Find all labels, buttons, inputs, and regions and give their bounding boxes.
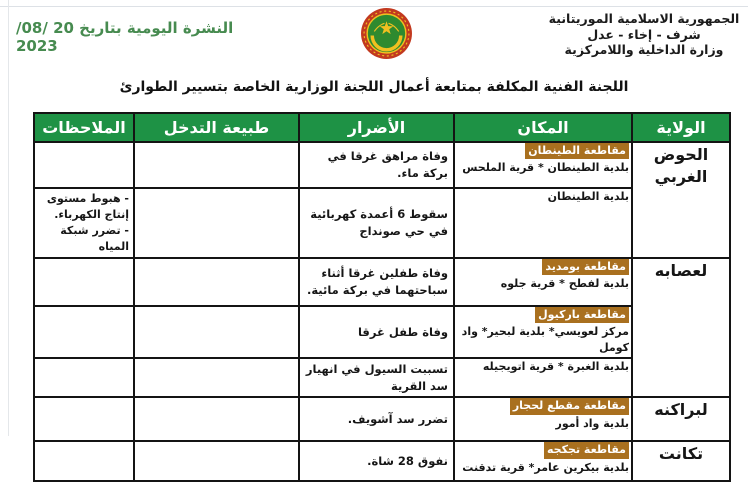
district-highlight: مقاطعة بومديد — [542, 259, 629, 275]
table-row — [34, 188, 730, 258]
republic-motto: شرف - إخاء - عدل — [587, 26, 701, 42]
damage-cell: سقوط 6 أعمدة كهربائية في حي صونداج — [299, 188, 454, 258]
table-row — [34, 397, 730, 441]
damage-cell: وفاة طفل غرقا — [299, 306, 454, 358]
wilaya-cell: الحوض الغربي — [632, 142, 730, 258]
notes-cell — [34, 188, 134, 258]
table-row — [34, 258, 730, 306]
notes-cell — [34, 142, 134, 188]
table-row — [34, 142, 730, 188]
place-cell — [454, 358, 632, 397]
place-cell — [454, 142, 632, 188]
notes-cell — [34, 441, 134, 481]
table-header-row — [34, 113, 730, 142]
col-header-notes: الملاحظات — [34, 113, 134, 142]
place-cell — [454, 258, 632, 306]
notes-cell — [34, 358, 134, 397]
place-cell — [454, 306, 632, 358]
col-header-wilaya: الولاية — [632, 113, 730, 142]
damage-cell: وفاة طفلين غرقا أثناء سباحتهما في بركة مائية. — [299, 258, 454, 306]
committee-title: اللجنة الفنية المكلفة بمتابعة أعمال اللجنة الوزارية الخاصة بتسيير الطوارئ — [119, 79, 629, 95]
place-detail: بلدية بيكرين عامر* قرية تدقنت — [462, 460, 629, 474]
district-highlight: مقاطعة مقطع لحجار — [510, 398, 629, 414]
place-cell — [454, 441, 632, 481]
damage-cell: وفاة مراهق غرقا في بركة ماء. — [299, 142, 454, 188]
place-detail: بلدية الغبرة * قرية اتويجيله — [482, 359, 629, 373]
notes-cell — [34, 306, 134, 358]
place-detail: بلدية لفطح * قرية جلوه — [500, 277, 629, 291]
republic-header-block — [524, 11, 748, 58]
damage-cell: تسببت السيول في انهيار سد القرية — [299, 358, 454, 397]
place-detail: بلدية الطينطان * قرية الملحس — [462, 161, 629, 175]
wilaya-cell: تكانت — [632, 441, 730, 481]
intervention-cell — [134, 188, 299, 258]
district-highlight: مقاطعة تجكجه — [544, 442, 629, 458]
intervention-cell — [134, 142, 299, 188]
wilaya-cell: لبراكنه — [632, 397, 730, 441]
notes-cell — [34, 258, 134, 306]
intervention-cell — [134, 397, 299, 441]
state-seal-icon — [360, 7, 413, 60]
republic-name: الجمهورية الاسلامية الموريتانية — [548, 11, 740, 26]
ministry-name: وزارة الداخلية واللامركزية — [564, 42, 724, 57]
wilaya-cell: لعصابه — [632, 258, 730, 398]
place-detail: بلدية واد أمور — [555, 416, 629, 430]
place-detail: مركز لعويسي* بلدية لبحير* واد كومل — [461, 325, 629, 354]
col-header-intervention: طبيعة التدخل — [134, 113, 299, 142]
bulletin-date-title: النشرة اليومية بتاريخ 20 /08/ 2023 — [16, 19, 234, 55]
note-line: - تضرر شبكة المياه — [60, 223, 129, 253]
mauritania-emblem-icon — [360, 7, 413, 60]
district-highlight: مقاطعة الطينطان — [525, 143, 629, 159]
page-left-edge-line — [8, 0, 9, 436]
table-row — [34, 441, 730, 481]
col-header-place: المكان — [454, 113, 632, 142]
table-row — [34, 358, 730, 397]
place-cell — [454, 397, 632, 441]
place-cell — [454, 188, 632, 258]
intervention-cell — [134, 358, 299, 397]
intervention-cell — [134, 258, 299, 306]
damage-cell: نفوق 28 شاة. — [299, 441, 454, 481]
place-detail: بلدية الطينطان — [547, 190, 629, 203]
district-highlight: مقاطعة باركيول — [535, 307, 629, 323]
intervention-cell — [134, 441, 299, 481]
col-header-damages: الأضرار — [299, 113, 454, 142]
damage-cell: تضرر سد آشويف. — [299, 397, 454, 441]
table-row — [34, 306, 730, 358]
note-line: - هبوط مستوى إنتاج الكهرباء. — [46, 192, 129, 221]
incidents-table — [33, 112, 731, 482]
notes-cell — [34, 397, 134, 441]
intervention-cell — [134, 306, 299, 358]
